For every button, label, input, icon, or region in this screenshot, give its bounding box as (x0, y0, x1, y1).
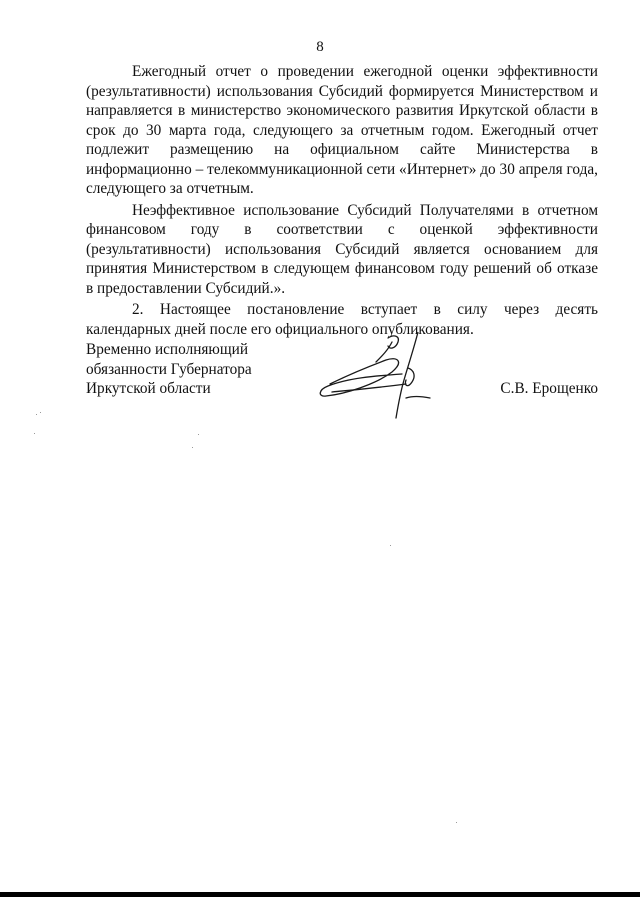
signature-block (86, 340, 598, 430)
paragraph-ineffective-use: Неэффективное использование Субсидий Получателями в отчетном финансовом году в соответствии с оценкой эффективности (результативности) использования Субсидий является основанием для принятия Министерством в следующем финансовом году решений об отказе в предоставлении Субсидий.». (86, 201, 598, 297)
footer-rule (0, 892, 640, 897)
page-number: 8 (316, 39, 324, 55)
scan-speck (456, 822, 457, 823)
signer-title-line: обязанности Губернатора (86, 360, 252, 378)
body-text (86, 62, 598, 341)
scan-speck (390, 545, 391, 546)
paragraph-annual-report: Ежегодный отчет о проведении ежегодной оценки эффективности (результативности) использования Субсидий формируется Министерством и направляется в министерство экономического развития Иркутской области в срок до 30 марта года, следующего за отчетным годом. Ежегодный отчет подлежит размещению на официальном сайте Министерства в информационно – телекоммуникационной сети «Интернет» до 30 апреля года, следующего за отчетным. (86, 63, 598, 197)
scan-speck (192, 447, 193, 448)
scan-speck (34, 433, 35, 434)
signer-name: С.В. Ерощенко (500, 380, 598, 397)
scan-speck (198, 434, 199, 435)
signer-title (86, 340, 252, 399)
scan-speck (36, 414, 37, 415)
signer-title-line: Временно исполняющий (86, 341, 248, 358)
signer-title-line: Иркутской области (86, 380, 211, 397)
scan-speck (40, 412, 41, 413)
paragraph-entry-into-force: 2. Настоящее постановление вступает в силу через десять календарных дней после его официального опубликования. (86, 301, 598, 338)
handwritten-signature (312, 332, 452, 422)
